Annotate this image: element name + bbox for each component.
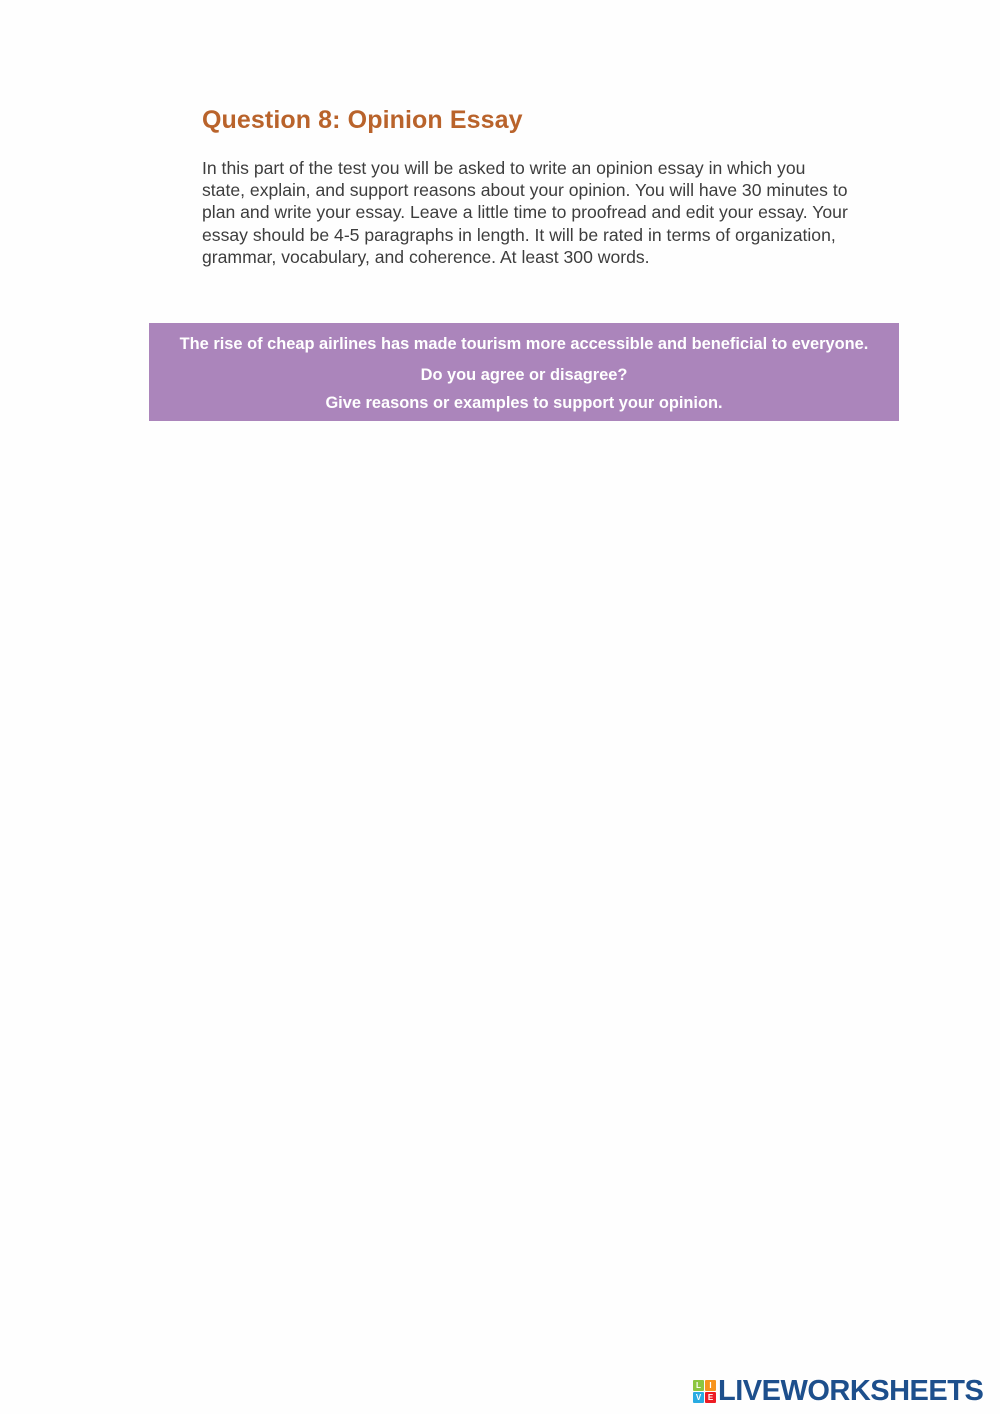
prompt-statement: The rise of cheap airlines has made tourism more accessible and beneficial to everyone. — [179, 335, 869, 353]
logo-icon — [693, 1380, 716, 1403]
instructions-paragraph: In this part of the test you will be asked to write an opinion essay in which you state, explain, and support reasons about your opinion. You will have 30 minutes to plan and write your essay. Leave a little time to proofread and edit your essay. Your essay should be 4-5 paragraphs in length. It will be rated in terms of organization, grammar, vocabulary, and coherence. At least 300 words. — [202, 158, 848, 267]
logo-square-e: E — [705, 1392, 716, 1403]
logo-square-l: L — [693, 1380, 704, 1391]
prompt-question: Do you agree or disagree? — [420, 366, 628, 384]
logo-text: LIVEWORKSHEETS — [718, 1375, 984, 1407]
logo-square-v: V — [693, 1392, 704, 1403]
prompt-instruction: Give reasons or examples to support your opinion. — [325, 394, 723, 412]
logo-square-i: I — [705, 1380, 716, 1391]
page-title: Question 8: Opinion Essay — [202, 106, 523, 134]
essay-prompt-box — [149, 323, 899, 421]
liveworksheets-logo[interactable] — [693, 1376, 983, 1406]
